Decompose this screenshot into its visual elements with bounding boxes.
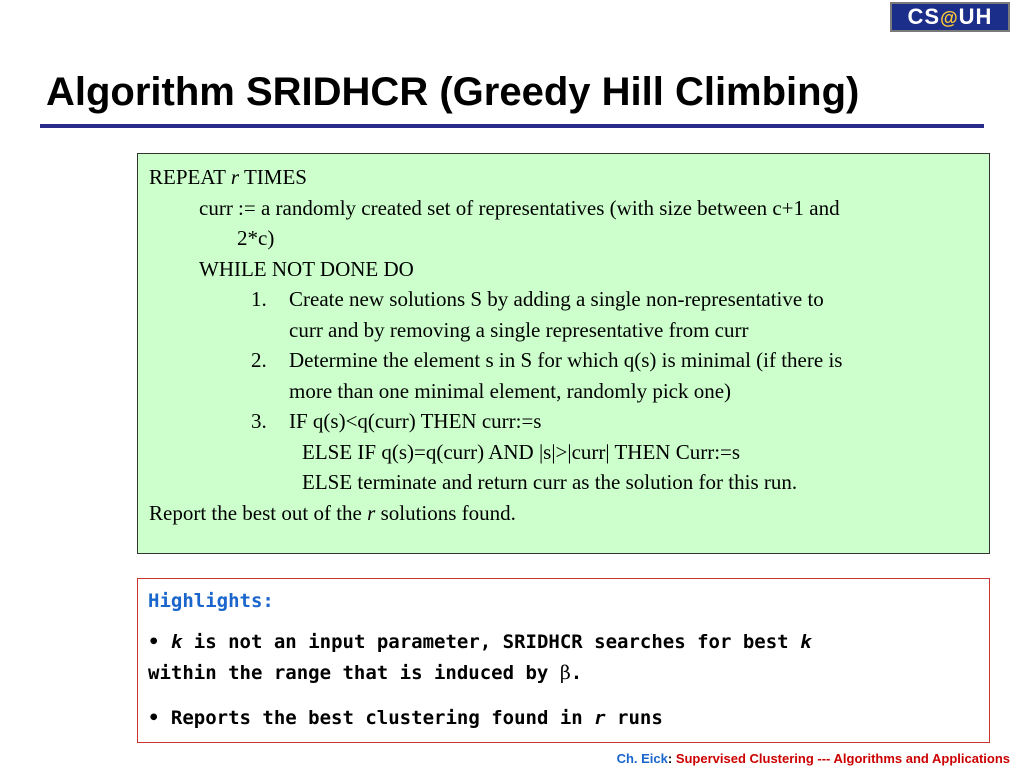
step-3 <box>149 406 979 437</box>
step-2-line-1: Determine the element s in S for which q(s) is minimal (if there is <box>289 348 843 372</box>
step-2-number: 2. <box>251 348 267 372</box>
k-variable-2: k <box>800 631 812 653</box>
highlights-box <box>137 578 990 743</box>
highlight-bullet-1 <box>148 627 979 689</box>
report-text-end: solutions found. <box>375 500 516 525</box>
r-variable: r <box>594 707 606 729</box>
logo-uh: UH <box>958 4 993 29</box>
step-3-text: IF q(s)<q(curr) THEN curr:=s <box>289 409 542 433</box>
step-2-line-2: more than one minimal element, randomly pick one) <box>289 378 732 403</box>
slide-footer <box>617 751 1010 766</box>
curr-init-continuation: 2*c) <box>237 226 275 250</box>
algorithm-box <box>137 153 990 554</box>
step-2-text <box>289 345 842 406</box>
times-keyword: TIMES <box>239 165 307 189</box>
step-1-line-2: curr and by removing a single representative from curr <box>289 317 749 342</box>
footer-separator: : <box>667 751 676 766</box>
step-3-number: 3. <box>251 409 267 433</box>
step-1 <box>149 284 979 345</box>
step-1-text <box>289 284 824 345</box>
repeat-line <box>149 162 979 193</box>
bullet-1-period: . <box>570 662 583 684</box>
bullet-1-text: is not an input parameter, SRIDHCR searches for best <box>182 631 801 653</box>
step-1-number: 1. <box>251 287 267 311</box>
report-variable: r <box>367 500 376 525</box>
logo-text <box>908 4 993 30</box>
title-underline <box>40 124 984 128</box>
bullet-2-text-end: runs <box>605 707 663 729</box>
while-line: WHILE NOT DONE DO <box>199 256 414 281</box>
step-2 <box>149 345 979 406</box>
else-line: ELSE terminate and return curr as the solution for this run. <box>302 470 798 494</box>
report-line <box>149 498 979 529</box>
repeat-variable: r <box>230 165 240 189</box>
step-1-line-1: Create new solutions S by adding a single non-representative to <box>289 287 824 311</box>
footer-course-title: Supervised Clustering --- Algorithms and Applications <box>675 751 1010 766</box>
bullet-icon: • <box>148 631 160 653</box>
report-text: Report the best out of the <box>149 500 368 525</box>
slide-title: Algorithm SRIDHCR (Greedy Hill Climbing) <box>46 70 860 114</box>
highlight-bullet-2 <box>148 703 979 734</box>
logo-at-sign: @ <box>940 8 959 28</box>
footer-author: Ch. Eick <box>616 751 668 766</box>
k-variable: k <box>170 631 183 653</box>
beta-symbol: β <box>559 662 571 684</box>
else-if-line: ELSE IF q(s)=q(curr) AND |s|>|curr| THEN Curr:=s <box>302 439 741 464</box>
logo-cs: CS <box>907 4 941 29</box>
repeat-keyword: REPEAT <box>149 165 231 189</box>
bullet-icon: • <box>148 707 160 729</box>
bullet-2-text: Reports the best clustering found in <box>170 707 595 729</box>
bullet-1-text-line-2: within the range that is induced by <box>148 662 560 684</box>
highlights-heading: Highlights: <box>148 590 274 612</box>
cs-uh-logo <box>890 2 1010 32</box>
curr-init-line: curr := a randomly created set of representatives (with size between c+1 and <box>199 195 840 220</box>
